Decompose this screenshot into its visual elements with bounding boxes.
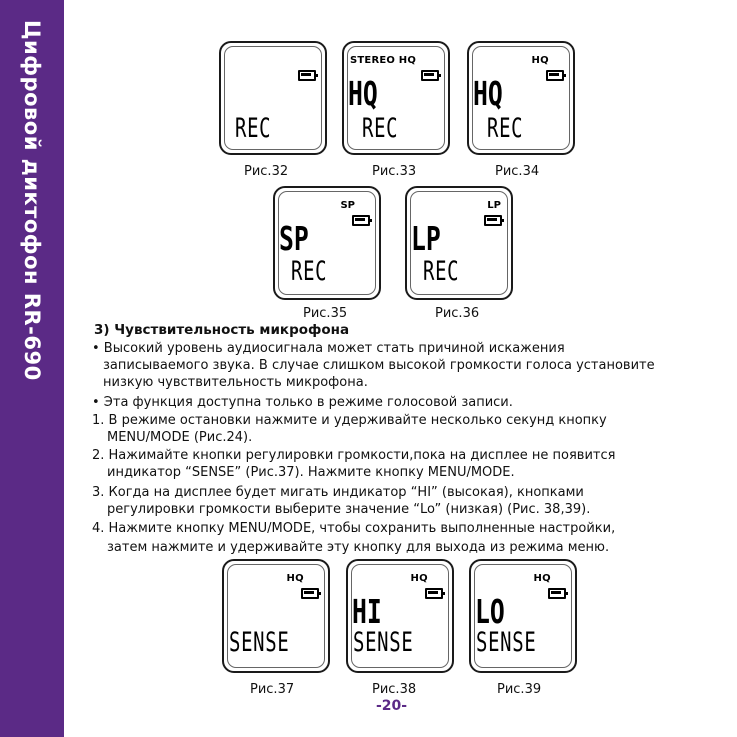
text-line: 1. В режиме остановки нажмите и удерживайте несколько секунд кнопку <box>92 413 607 428</box>
lcd-big-text: HI <box>352 592 382 631</box>
text-line: регулировки громкости выберите значение “Lo” (низкая) (Рис. 38,39). <box>107 502 591 517</box>
text-line: • Высокий уровень аудиосигнала может стать причиной искажения <box>92 341 565 356</box>
lcd-lower-text: REC <box>423 256 460 287</box>
battery-icon <box>298 70 316 81</box>
lcd-big-text: SP <box>279 219 309 258</box>
text-line: низкую чувствительность микрофона. <box>103 375 368 390</box>
text-line: • Эта функция доступна только в режиме голосовой записи. <box>92 395 513 410</box>
figure-caption: Рис.32 <box>244 164 289 179</box>
text-line: записываемого звука. В случае слишком высокой громкости голоса установите <box>103 358 655 373</box>
lcd-lower-text: SENSE <box>353 627 414 658</box>
lcd-lower-text: SENSE <box>476 627 537 658</box>
lcd-figure-34 <box>467 41 575 155</box>
lcd-big-text: LO <box>475 592 505 631</box>
stereo-hq-indicator: STEREO HQ <box>350 55 417 66</box>
figure-caption: Рис.39 <box>497 682 542 697</box>
battery-icon <box>484 215 502 226</box>
section-heading: 3) Чувствительность микрофона <box>94 322 350 338</box>
hq-indicator: HQ <box>531 55 549 66</box>
lcd-big-text: HQ <box>473 74 503 113</box>
lcd-lower-text: SENSE <box>229 627 290 658</box>
page-number: -20- <box>376 698 408 714</box>
lcd-figure-36 <box>405 186 513 300</box>
text-line: 3. Когда на дисплее будет мигать индикатор “HI” (высокая), кнопками <box>92 485 584 500</box>
lcd-figure-35 <box>273 186 381 300</box>
text-line: MENU/MODE (Рис.24). <box>107 430 253 445</box>
battery-icon <box>421 70 439 81</box>
lcd-big-text: LP <box>411 219 441 258</box>
lcd-big-text: HQ <box>348 74 378 113</box>
lcd-figure-38 <box>346 559 454 673</box>
figure-caption: Рис.37 <box>250 682 295 697</box>
lcd-lower-text: REC <box>362 113 399 144</box>
battery-icon <box>546 70 564 81</box>
figure-caption: Рис.33 <box>372 164 417 179</box>
text-line: 4. Нажмите кнопку MENU/MODE, чтобы сохранить выполненные настройки, <box>92 521 616 536</box>
text-line: 2. Нажимайте кнопки регулировки громкости,пока на дисплее не появится <box>92 448 616 463</box>
hq-indicator: HQ <box>533 573 551 584</box>
hq-indicator: HQ <box>410 573 428 584</box>
lcd-figure-39 <box>469 559 577 673</box>
figure-caption: Рис.38 <box>372 682 417 697</box>
hq-indicator: HQ <box>286 573 304 584</box>
battery-icon <box>548 588 566 599</box>
battery-icon <box>352 215 370 226</box>
figure-caption: Рис.34 <box>495 164 540 179</box>
sp-indicator: SP <box>340 200 355 211</box>
lcd-lower-text: REC <box>291 256 328 287</box>
text-line: затем нажмите и удерживайте эту кнопку для выхода из режима меню. <box>107 540 610 555</box>
lp-indicator: LP <box>487 200 501 211</box>
sidebar-title: Цифровой диктофон RR-690 <box>20 20 44 381</box>
lcd-figure-37 <box>222 559 330 673</box>
battery-icon <box>425 588 443 599</box>
lcd-lower-text: REC <box>487 113 524 144</box>
figure-caption: Рис.36 <box>435 306 480 321</box>
lcd-lower-text: REC <box>235 113 272 144</box>
figure-caption: Рис.35 <box>303 306 348 321</box>
sidebar <box>0 0 64 737</box>
lcd-figure-33 <box>342 41 450 155</box>
lcd-figure-32 <box>219 41 327 155</box>
battery-icon <box>301 588 319 599</box>
text-line: индикатор “SENSE” (Рис.37). Нажмите кнопку MENU/MODE. <box>107 465 515 480</box>
